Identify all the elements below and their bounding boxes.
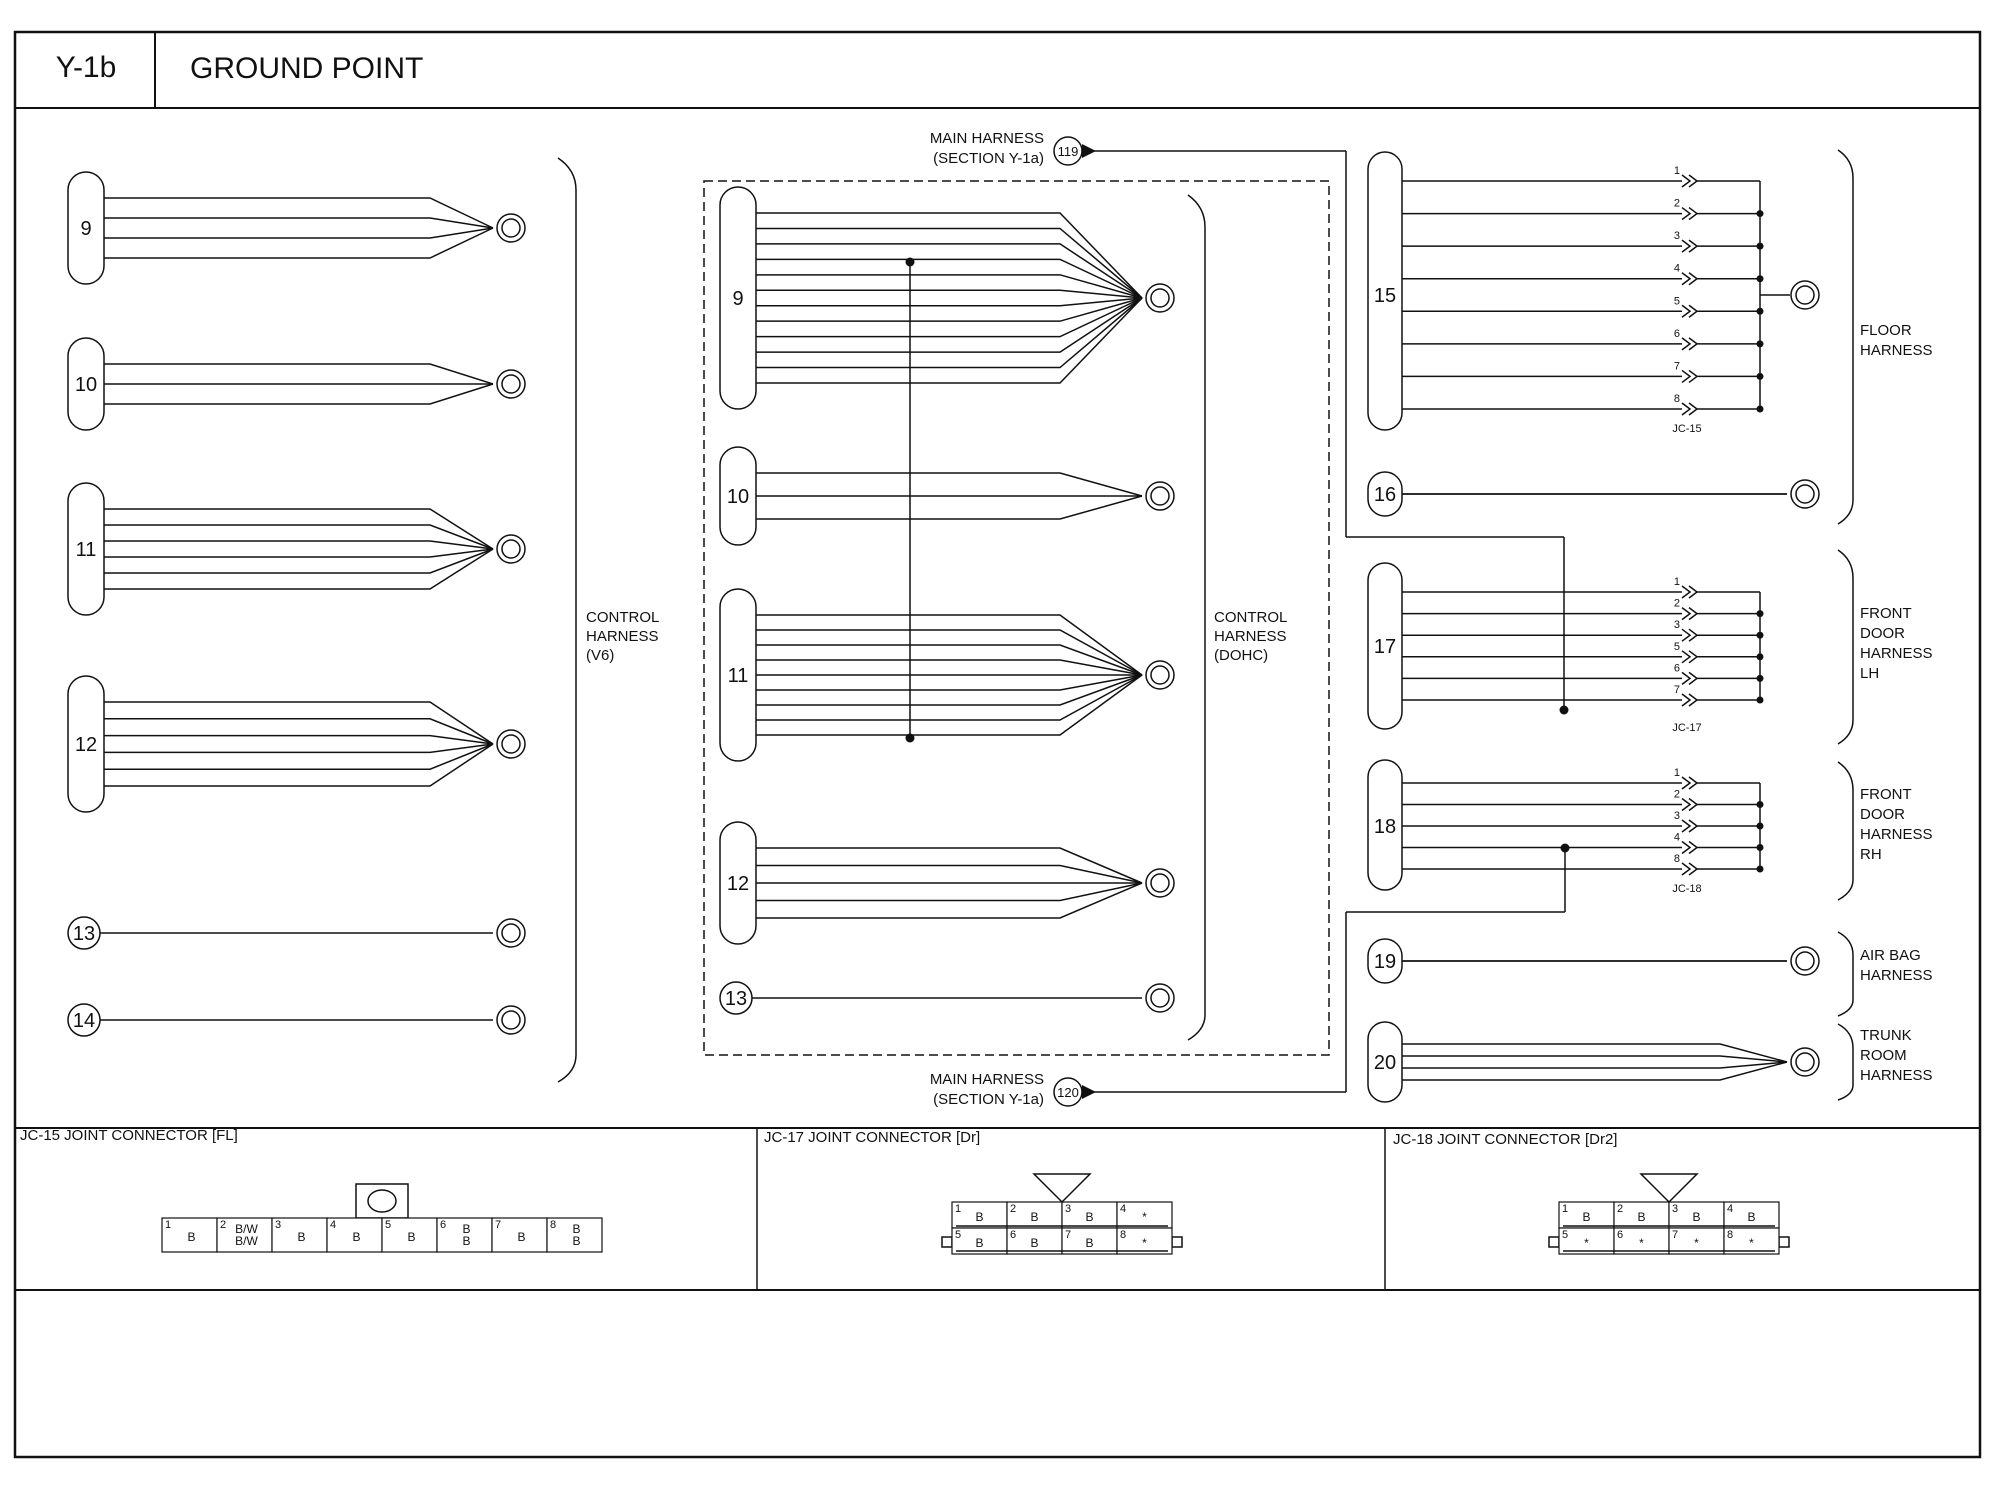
- jc17-cell-value: *: [1142, 1236, 1147, 1250]
- jc18-cell-3: [1669, 1202, 1724, 1228]
- label-fd-rh-line1: FRONT: [1860, 786, 1912, 803]
- body-harness-connectors: [1368, 152, 1819, 1102]
- joint-connector-jc15: [20, 1127, 602, 1252]
- right-ground-20: [1791, 1048, 1819, 1076]
- control-harness-dohc-connectors: [720, 187, 1174, 1014]
- jc17-cell-number: 5: [955, 1229, 962, 1241]
- dohc-ground-13: [1146, 984, 1174, 1012]
- right-connector-15: [1368, 152, 1819, 435]
- dohc-connector-label: 9: [732, 288, 744, 310]
- joint-connector-jc18: [1393, 1131, 1789, 1254]
- jc18-cell-value: B: [1747, 1210, 1756, 1224]
- jc17-cell-value: B: [1085, 1210, 1094, 1224]
- joint-pin-number: 2: [1673, 197, 1680, 210]
- joint-pin-number: 1: [1673, 576, 1680, 588]
- label-control-v6-line1: CONTROL: [586, 609, 660, 626]
- jc15-cell-value: B: [572, 1222, 581, 1236]
- dohc-ground-11: [1146, 661, 1174, 689]
- dohc-ground-12: [1146, 869, 1174, 897]
- main-harness-bottom-line1: MAIN HARNESS: [929, 1071, 1044, 1088]
- joint-pin-number: 1: [1673, 165, 1680, 177]
- v6-ground-9: [497, 214, 525, 242]
- jc17-cell-4: [1117, 1202, 1172, 1228]
- dohc-connector-label: 11: [727, 665, 749, 687]
- right-connector-label: 18: [1373, 816, 1397, 838]
- jc18-cell-value: B: [1637, 1210, 1646, 1224]
- jc17-cell-number: 8: [1120, 1229, 1127, 1241]
- v6-connector-12: [68, 676, 525, 812]
- splice-dots: [906, 258, 1570, 853]
- label-fd-lh-line2: DOOR: [1860, 625, 1905, 642]
- right-connector-label: 15: [1373, 285, 1397, 307]
- label-control-v6-line2: HARNESS: [586, 628, 659, 645]
- main-harness-bottom-line2: (SECTION Y-1a): [933, 1091, 1044, 1108]
- label-fd-rh-line3: HARNESS: [1860, 826, 1933, 843]
- jc17-cell-6: [1007, 1228, 1062, 1254]
- jc18-cell-value: *: [1584, 1236, 1589, 1250]
- dohc-connector-label: 10: [726, 486, 750, 508]
- section-code: Y-1b: [55, 51, 117, 84]
- joint-pin-number: 5: [1673, 295, 1680, 308]
- main-harness-top-line1: MAIN HARNESS: [929, 130, 1044, 147]
- jc15-cell-7: [492, 1218, 547, 1252]
- v6-ground-12: [497, 730, 525, 758]
- jc15-cell-value: B/W: [235, 1222, 258, 1236]
- jc15-cell-value: B: [407, 1230, 416, 1244]
- joint-pin-number: 7: [1673, 684, 1680, 696]
- v6-connector-label: 14: [72, 1010, 96, 1032]
- jc15-cell-value: B: [572, 1234, 581, 1248]
- v6-ground-14: [497, 1006, 525, 1034]
- jc18-cell-2: [1614, 1202, 1669, 1228]
- jc17-cell-value: B: [1030, 1236, 1039, 1250]
- jc15-cell-3: [272, 1218, 327, 1252]
- jc15-cell-value: B: [462, 1234, 471, 1248]
- v6-connector-11: [68, 483, 525, 615]
- right-connector-19: [1368, 939, 1819, 983]
- label-control-dohc-line2: HARNESS: [1214, 628, 1287, 645]
- v6-connector-14: [68, 1004, 525, 1036]
- label-fd-lh-line1: FRONT: [1860, 605, 1912, 622]
- joint-connector-id: JC-17: [1672, 722, 1702, 734]
- jc15-cell-number: 8: [550, 1219, 557, 1231]
- jc18-cell-number: 5: [1562, 1229, 1569, 1241]
- jc15-cell-number: 4: [330, 1219, 337, 1231]
- jc17-cell-1: [952, 1202, 1007, 1228]
- jc17-cell-2: [1007, 1202, 1062, 1228]
- label-trunk-line3: HARNESS: [1860, 1067, 1933, 1084]
- jc18-cell-value: *: [1639, 1236, 1644, 1250]
- dohc-connector-11: [720, 589, 1174, 761]
- jc18-cell-value: B: [1582, 1210, 1591, 1224]
- label-front-door-harness-lh: [1860, 605, 1933, 682]
- jc18-cell-value: B: [1692, 1210, 1701, 1224]
- v6-connector-label: 10: [74, 374, 98, 396]
- label-control-harness-v6: [586, 609, 659, 664]
- label-floor-line1: FLOOR: [1860, 322, 1912, 339]
- jc18-cell-number: 2: [1617, 1203, 1624, 1215]
- jc17-cell-value: B: [1085, 1236, 1094, 1250]
- jc15-cell-value: B: [352, 1230, 361, 1244]
- jc15-cell-number: 2: [220, 1219, 227, 1231]
- jc18-cell-5: [1559, 1228, 1614, 1254]
- jc17-cell-number: 3: [1065, 1203, 1072, 1215]
- joint-pin-number: 4: [1673, 831, 1680, 844]
- v6-connector-13: [68, 917, 525, 949]
- jc18-cell-number: 3: [1672, 1203, 1679, 1215]
- dohc-connector-10: [720, 447, 1174, 545]
- jc15-cell-1: [162, 1218, 217, 1252]
- label-control-harness-dohc: [1214, 609, 1287, 664]
- jc15-cell-number: 3: [275, 1219, 282, 1231]
- dohc-connector-13: [720, 982, 1174, 1014]
- jc18-cell-7: [1669, 1228, 1724, 1254]
- jc15-cell-number: 6: [440, 1219, 447, 1231]
- joint-pin-number: 3: [1673, 810, 1680, 822]
- jc15-cell-value: B: [187, 1230, 196, 1244]
- joint-pin-number: 8: [1673, 393, 1680, 405]
- label-fd-rh-line2: DOOR: [1860, 806, 1905, 823]
- jc17-title: JC-17 JOINT CONNECTOR [Dr]: [764, 1129, 981, 1146]
- jc17-cell-7: [1062, 1228, 1117, 1254]
- jc17-cell-value: B: [975, 1210, 984, 1224]
- right-connector-label: 19: [1373, 951, 1397, 973]
- jc17-cell-value: *: [1142, 1210, 1147, 1224]
- jc18-cell-number: 8: [1727, 1229, 1734, 1241]
- label-floor-harness: [1860, 322, 1933, 359]
- jc18-cell-value: *: [1694, 1236, 1699, 1250]
- joint-connector-id: JC-18: [1672, 883, 1702, 895]
- label-air-bag-harness: [1860, 947, 1933, 984]
- jc15-cell-6: [437, 1218, 492, 1252]
- joint-connector-jc17: [764, 1129, 1182, 1254]
- jc17-cell-3: [1062, 1202, 1117, 1228]
- dohc-ground-10: [1146, 482, 1174, 510]
- joint-pin-number: 1: [1673, 767, 1680, 779]
- label-fd-lh-line3: HARNESS: [1860, 645, 1933, 662]
- jc17-cell-number: 7: [1065, 1229, 1072, 1241]
- main-harness-bottom-ref: 120: [1057, 1085, 1079, 1100]
- joint-pin-number: 3: [1673, 230, 1680, 243]
- jc18-cell-4: [1724, 1202, 1779, 1228]
- label-fd-rh-line4: RH: [1860, 846, 1882, 863]
- jc18-connector-face: [1549, 1174, 1789, 1254]
- v6-connector-label: 12: [74, 734, 98, 756]
- joint-pin-number: 6: [1673, 662, 1680, 675]
- joint-pin-number: 7: [1673, 360, 1680, 373]
- jc15-cell-value: B: [517, 1230, 526, 1244]
- right-connector-label: 20: [1373, 1052, 1397, 1074]
- right-connector-label: 16: [1373, 484, 1397, 506]
- v6-ground-13: [497, 919, 525, 947]
- label-air-bag-line1: AIR BAG: [1860, 947, 1921, 964]
- dohc-connector-label: 13: [724, 988, 748, 1010]
- jc17-cell-5: [952, 1228, 1007, 1254]
- jc17-cell-8: [1117, 1228, 1172, 1254]
- label-front-door-harness-rh: [1860, 786, 1933, 863]
- v6-connector-9: [68, 172, 525, 284]
- jc18-cell-8: [1724, 1228, 1779, 1254]
- main-harness-top: [930, 130, 1096, 167]
- right-connector-20: [1368, 1022, 1819, 1102]
- label-floor-line2: HARNESS: [1860, 342, 1933, 359]
- dohc-connector-label: 12: [726, 873, 750, 895]
- dohc-connector-12: [720, 822, 1174, 944]
- jc15-cell-number: 5: [385, 1219, 392, 1231]
- joint-pin-number: 5: [1673, 640, 1680, 653]
- v6-ground-10: [497, 370, 525, 398]
- jc18-cell-6: [1614, 1228, 1669, 1254]
- control-harness-v6-connectors: [68, 172, 525, 1036]
- label-air-bag-line2: HARNESS: [1860, 967, 1933, 984]
- jc15-cell-number: 7: [495, 1219, 502, 1231]
- jc17-cell-number: 1: [955, 1203, 962, 1215]
- right-ground-15: [1791, 281, 1819, 309]
- label-trunk-line2: ROOM: [1860, 1047, 1907, 1064]
- right-ground-19: [1791, 947, 1819, 975]
- label-trunk-room-harness: [1860, 1027, 1933, 1084]
- dohc-ground-9: [1146, 284, 1174, 312]
- jc15-cell-4: [327, 1218, 382, 1252]
- label-control-v6-line3: (V6): [586, 647, 615, 664]
- page-title: GROUND POINT: [190, 52, 424, 85]
- jc18-cell-number: 4: [1727, 1203, 1734, 1215]
- joint-pin-number: 8: [1673, 853, 1680, 865]
- v6-connector-label: 9: [80, 218, 92, 240]
- main-harness-bottom: [930, 1071, 1096, 1108]
- jc15-cell-2: [217, 1218, 272, 1252]
- jc17-cell-number: 4: [1120, 1203, 1127, 1215]
- jc15-cell-value: B: [462, 1222, 471, 1236]
- jc18-cell-number: 6: [1617, 1229, 1624, 1241]
- jc15-cell-value: B/W: [235, 1234, 258, 1248]
- jc17-cell-value: B: [975, 1236, 984, 1250]
- label-fd-lh-line4: LH: [1860, 665, 1880, 682]
- jc15-cell-number: 1: [165, 1219, 172, 1231]
- jc15-connector-face: [162, 1184, 602, 1252]
- jc18-title: JC-18 JOINT CONNECTOR [Dr2]: [1393, 1131, 1618, 1148]
- jc18-cell-number: 7: [1672, 1229, 1679, 1241]
- jc18-cell-1: [1559, 1202, 1614, 1228]
- jc17-cell-value: B: [1030, 1210, 1039, 1224]
- v6-connector-label: 13: [72, 923, 96, 945]
- v6-connector-10: [68, 338, 525, 430]
- right-connector-label: 17: [1373, 636, 1397, 658]
- main-harness-top-line2: (SECTION Y-1a): [933, 150, 1044, 167]
- joint-pin-number: 6: [1673, 327, 1680, 340]
- label-control-dohc-line1: CONTROL: [1214, 609, 1288, 626]
- joint-pin-number: 4: [1673, 262, 1680, 275]
- v6-ground-11: [497, 535, 525, 563]
- jc17-cell-number: 6: [1010, 1229, 1017, 1241]
- right-connector-16: [1368, 472, 1819, 516]
- joint-pin-number: 2: [1673, 597, 1680, 610]
- jc15-cell-value: B: [297, 1230, 306, 1244]
- jc17-connector-face: [942, 1174, 1182, 1254]
- jc18-cell-number: 1: [1562, 1203, 1569, 1215]
- v6-connector-label: 11: [75, 539, 97, 561]
- joint-pin-number: 2: [1673, 788, 1680, 801]
- label-trunk-line1: TRUNK: [1860, 1027, 1912, 1044]
- joint-pin-number: 3: [1673, 619, 1680, 632]
- jc18-cell-value: *: [1749, 1236, 1754, 1250]
- jc17-cell-number: 2: [1010, 1203, 1017, 1215]
- main-harness-top-ref: 119: [1057, 144, 1079, 159]
- joint-connector-id: JC-15: [1672, 423, 1702, 435]
- jc15-title: JC-15 JOINT CONNECTOR [FL]: [20, 1127, 238, 1144]
- right-ground-16: [1791, 480, 1819, 508]
- dohc-connector-9: [720, 187, 1174, 409]
- jc15-cell-5: [382, 1218, 437, 1252]
- label-control-dohc-line3: (DOHC): [1214, 647, 1269, 664]
- jc15-cell-8: [547, 1218, 602, 1252]
